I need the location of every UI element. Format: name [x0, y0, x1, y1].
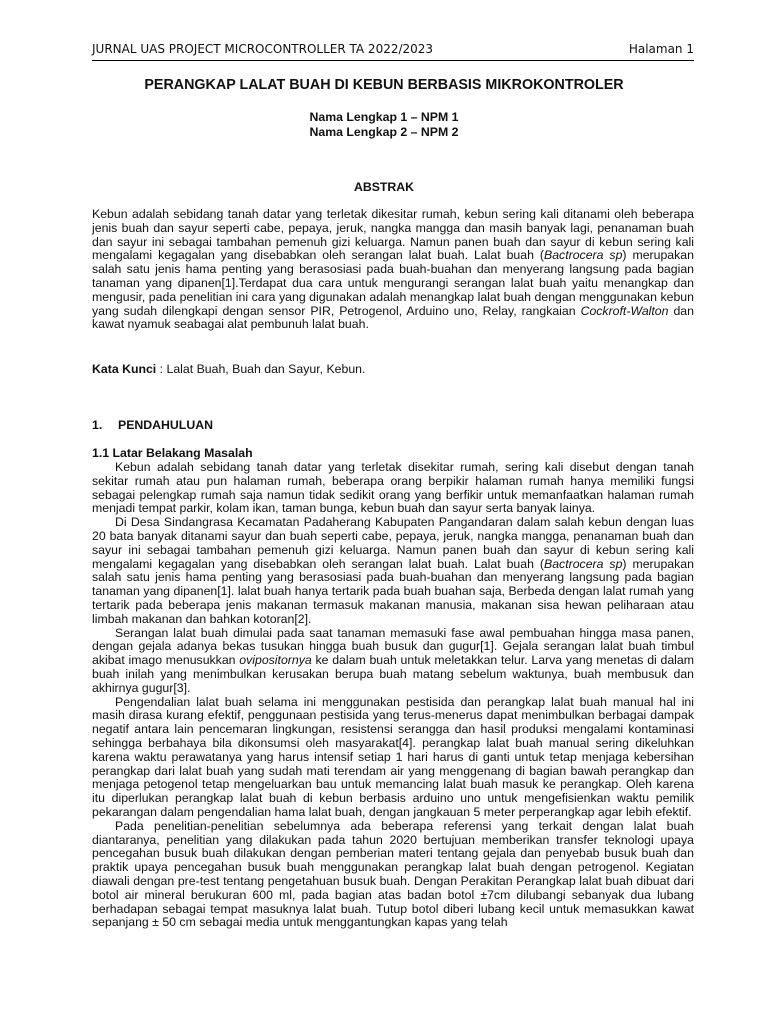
paragraph-2 — [92, 516, 694, 626]
abstract-part-3: dan kawat nyamuk seabagai alat pembunuh lalat buah. — [92, 303, 694, 332]
keywords-text: : Lalat Buah, Buah dan Sayur, Kebun. — [156, 362, 366, 376]
abstract-species: Bactrocera sp — [544, 248, 623, 263]
journal-name: JURNAL UAS PROJECT MICROCONTROLLER TA 2022/2023 — [92, 42, 434, 56]
running-header — [92, 42, 694, 61]
abstract-text — [92, 208, 694, 332]
paragraph-2-part-a: Di Desa Sindangrasa Kecamatan Padaherang Kabupaten Pangandaran dalam salah kebun dengan luas 20 bata banyak ditanami sayur dan buah seperti cabe, pepaya, jeruk, nangka mangga, penanaman buah dan sayur ini sebagai tambahan pemenuh gizi keluarga. Namun panen buah dan sayur di kebun sering kali mengalami kegagalan yang disebabkan oleh serangan lalat buah. Lalat buah ( — [92, 515, 694, 571]
paragraph-2-part-b: ) merupakan salah satu jenis hama penting yang berasosiasi pada buah-buahan dan menyerang langsung pada bagian tanaman yang dipanen[1]. lalat buah hanya tertarik pada buah buahan saja, Berbeda dengan lalat rumah yang tertarik pada beberapa jenis makanan termasuk makanan manusia, makanan sisa hewan peliharaan atau limbah makanan dan bahkan kotoran[2]. — [92, 556, 694, 626]
paragraph-1: Kebun adalah sebidang tanah datar yang terletak disekitar rumah, sering kali disebut dengan tanah sekitar rumah atau pun halaman rumah, beberapa orang berpikir halaman rumah hanya memiliki fungsi sebagai pelengkap rumah saja namun tidak sedikit orang yang berfikir untuk memanfaatkan halaman rumah menjadi tempat parkir, kolam ikan, taman bunga, kebun buah dan sayur serta banyak lainya. — [92, 460, 694, 516]
subsection-heading: 1.1 Latar Belakang Masalah — [92, 446, 253, 460]
page-number: Halaman 1 — [628, 42, 694, 56]
author-list — [92, 110, 676, 140]
author-1: Nama Lengkap 1 – NPM 1 — [309, 110, 459, 124]
keywords — [92, 363, 694, 377]
abstract-cockcroft: Cockroft-Walton — [580, 303, 669, 318]
paragraph-5: Pada penelitian-penelitian sebelumnya ada beberapa referensi yang terkait dengan lalat buah diantaranya, penelitian yang dilakukan pada tahun 2020 bertujuan memberikan transfer teknologi upaya pencegahan busuk buah dilakukan dengan pemberian materi tentang gejala dan penyebab busuk buah dan praktik upaya pencegahan busuk buah menggunakan perangkap lalat buah dengan petrogenol. Kegiatan diawali dengan pre-test tentang pengetahuan busuk buah. Dengan Perakitan Perangkap lalat buah dibuat dari botol air mineral berukuran 600 ml, pada bagian atas badan botol ±7cm dilubangi sebanyak dua lubang berhadapan sebagai tempat masuknya lalat buah. Tutup botol diberi lubang kecil untuk memasukkan kawat sepanjang ± 50 cm sebagai media untuk menggantungkan kapas yang telah — [92, 818, 694, 930]
section-body — [92, 461, 694, 930]
author-2: Nama Lengkap 2 – NPM 2 — [309, 125, 459, 139]
abstract-part-2: ) merupakan salah satu jenis hama penting yang berasosiasi pada buah-buahan dan menyerang langsung pada bagian tanaman yang dipanen[1].Terdapat dua cara untuk mengurangi serangan lalat buah yaitu menangkap dan mengusir, pada penelitian ini cara yang digunakan adalah menangkap lalat buah dengan menggunakan kebun yang sudah dilengkapi dengan sensor PIR, Petrogenol, Arduino uno, Relay, rangkaian — [92, 248, 694, 318]
keywords-label: Kata Kunci — [92, 362, 157, 376]
paragraph-2-species: Bactrocera sp — [544, 556, 623, 571]
abstract-heading: ABSTRAK — [353, 180, 415, 194]
paper-title: PERANGKAP LALAT BUAH DI KEBUN BERBASIS MIKROKONTROLER — [144, 77, 624, 93]
abstract-part-1: Kebun adalah sebidang tanah datar yang terletak dikesitar rumah, kebun sering kali ditanami oleh beberapa jenis buah dan sayur seperti cabe, pepaya, jeruk, nangka mangga dan masih banyak lagi, penanaman buah dan sayur ini sebagai tambahan pemenuh gizi keluarga. Namun panen buah dan sayur di kebun sering kali mengalami kegagalan yang disebabkan oleh serangan lalat buah. Lalat buah ( — [92, 207, 694, 263]
paragraph-4: Pengendalian lalat buah selama ini menggunakan pestisida dan perangkap lalat buah manual hal ini masih dirasa kurang efektif, penggunaan pestisida yang terus-menerus dapat menimbulkan berbagai dampak negatif antara lain pencemaran lingkungan, resistensi serangga dan hasil produksi mengalami kontaminasi sehingga berbahaya bila dikonsumsi oleh masyarakat[4]. perangkap lalat buah manual sering dikeluhkan karena waktu perawatanya yang harus intensif setiap 1 hari harus di ganti untuk tetap menjaga kebersihan perangkap dari lalat buah yang sudah mati terendam air yang menggenang di bagian bawah perangkap dan menjaga petogenol tetap mengeluarkan bau untuk memancing lalat buah masuk ke perangkap. Oleh karena itu diperlukan perangkap lalat buah di kebun berbasis arduino uno untuk mengefisienkan waktu pemilik pekarangan dalam pengendalian hama lalat buah, dengan jangkauan 5 meter perperangkap agar lebih efektif. — [92, 694, 694, 819]
section-number: 1. — [92, 418, 103, 432]
section-heading — [92, 418, 213, 432]
paragraph-3-ovipositor: ovipositornya — [239, 653, 312, 668]
paragraph-3-part-b: ke dalam buah untuk meletakkan telur. Larva yang menetas di dalam buah inilah yang menimbulkan kerusakan berupa buah matang sebelum waktunya, buah membusuk dan akhirnya gugur[3]. — [92, 653, 695, 695]
paragraph-3 — [92, 627, 694, 696]
paragraph-3-part-a: Serangan lalat buah dimulai pada saat tanaman memasuki fase awal pembuahan hingga masa panen, dengan gejala adanya bekas tusukan hingga buah busuk dan gugur[1]. Gejala serangan lalat buah timbul akibat imago menusukkan — [92, 625, 694, 668]
section-title: PENDAHULUAN — [118, 418, 213, 432]
